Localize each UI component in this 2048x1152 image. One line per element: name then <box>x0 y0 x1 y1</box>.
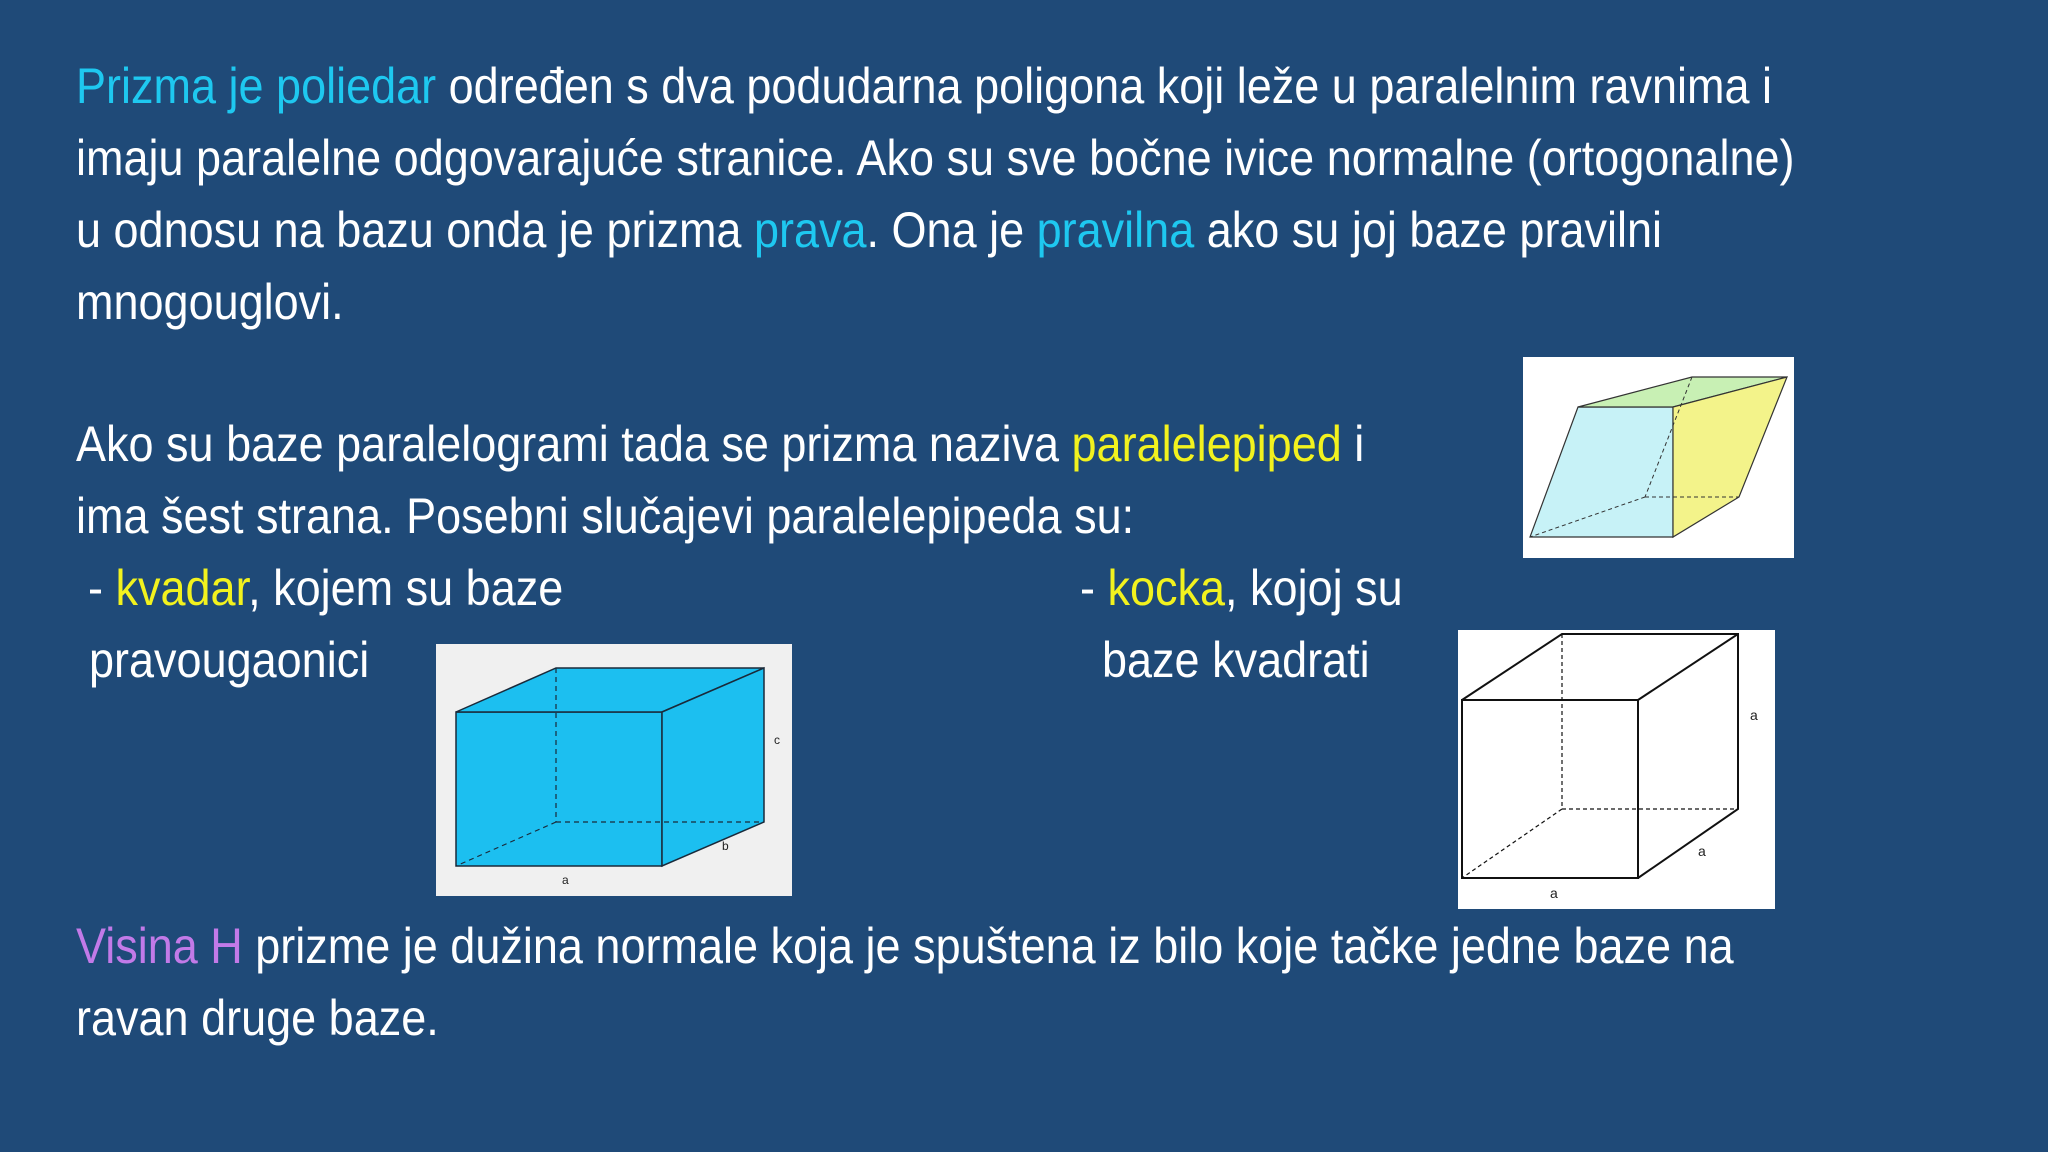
paralelepiped-line-1 <box>76 408 1364 480</box>
cube-figure <box>1458 630 1775 909</box>
term-kvadar: kvadar <box>115 560 249 616</box>
text-segment: Ako su baze paralelogrami tada se prizma naziva <box>76 416 1072 472</box>
parallelepiped-figure <box>1523 357 1794 558</box>
kvadar-item-line-2: pravougaonici <box>89 632 370 688</box>
term-prava: prava <box>753 202 867 258</box>
cuboid-label-b: b <box>722 839 729 853</box>
definition-line-4: mnogouglovi. <box>76 274 344 330</box>
height-line-2: ravan druge baze. <box>76 990 439 1046</box>
cube-drawing <box>1458 630 1775 909</box>
cube-label-a-height: a <box>1750 707 1758 723</box>
kocka-item <box>1080 552 1403 624</box>
definition-line-2: imaju paralelne odgovarajuće stranice. Ako su sve bočne ivice normalne (ortogonalne) <box>76 130 1795 186</box>
definition-paragraph <box>76 50 1794 338</box>
kvadar-item <box>88 552 563 624</box>
term-kocka: kocka <box>1107 560 1226 616</box>
paralelepiped-paragraph <box>76 408 1364 552</box>
height-paragraph <box>76 910 1734 1054</box>
paralelepiped-line-2: ima šest strana. Posebni slučajevi paralelepipeda su: <box>76 488 1135 544</box>
text-segment: prizme je dužina normale koja je spuštena iz bilo koje tačke jedne baze na <box>242 918 1734 974</box>
cuboid-label-c: c <box>774 733 780 747</box>
text-segment: . Ona je <box>866 202 1037 258</box>
cuboid-figure <box>436 644 792 896</box>
term-visina-h: Visina H <box>76 918 243 974</box>
text-segment: određen s dva podudarna poligona koji leže u paralelnim ravnima i <box>436 58 1772 114</box>
bullet-dash: - <box>88 560 116 616</box>
term-paralelepiped: paralelepiped <box>1071 416 1342 472</box>
text-segment: ako su joj baze pravilni <box>1194 202 1662 258</box>
text-segment: , kojoj su <box>1225 560 1403 616</box>
cube-label-a-width: a <box>1550 885 1558 901</box>
text-segment: u odnosu na bazu onda je prizma <box>76 202 754 258</box>
text-segment: , kojem su baze <box>248 560 564 616</box>
term-prizma-poliedar: Prizma je poliedar <box>76 58 437 114</box>
height-line-1 <box>76 910 1734 982</box>
cube-label-a-depth: a <box>1698 843 1706 859</box>
cuboid-label-a: a <box>562 873 569 887</box>
term-pravilna: pravilna <box>1036 202 1195 258</box>
bullet-dash: - <box>1080 560 1108 616</box>
kocka-item-line-2: baze kvadrati <box>1102 632 1370 688</box>
cuboid-drawing <box>436 644 792 896</box>
parallelepiped-drawing <box>1523 357 1794 558</box>
text-segment: i <box>1341 416 1365 472</box>
definition-line-3 <box>76 194 1794 266</box>
definition-line-1 <box>76 50 1794 122</box>
